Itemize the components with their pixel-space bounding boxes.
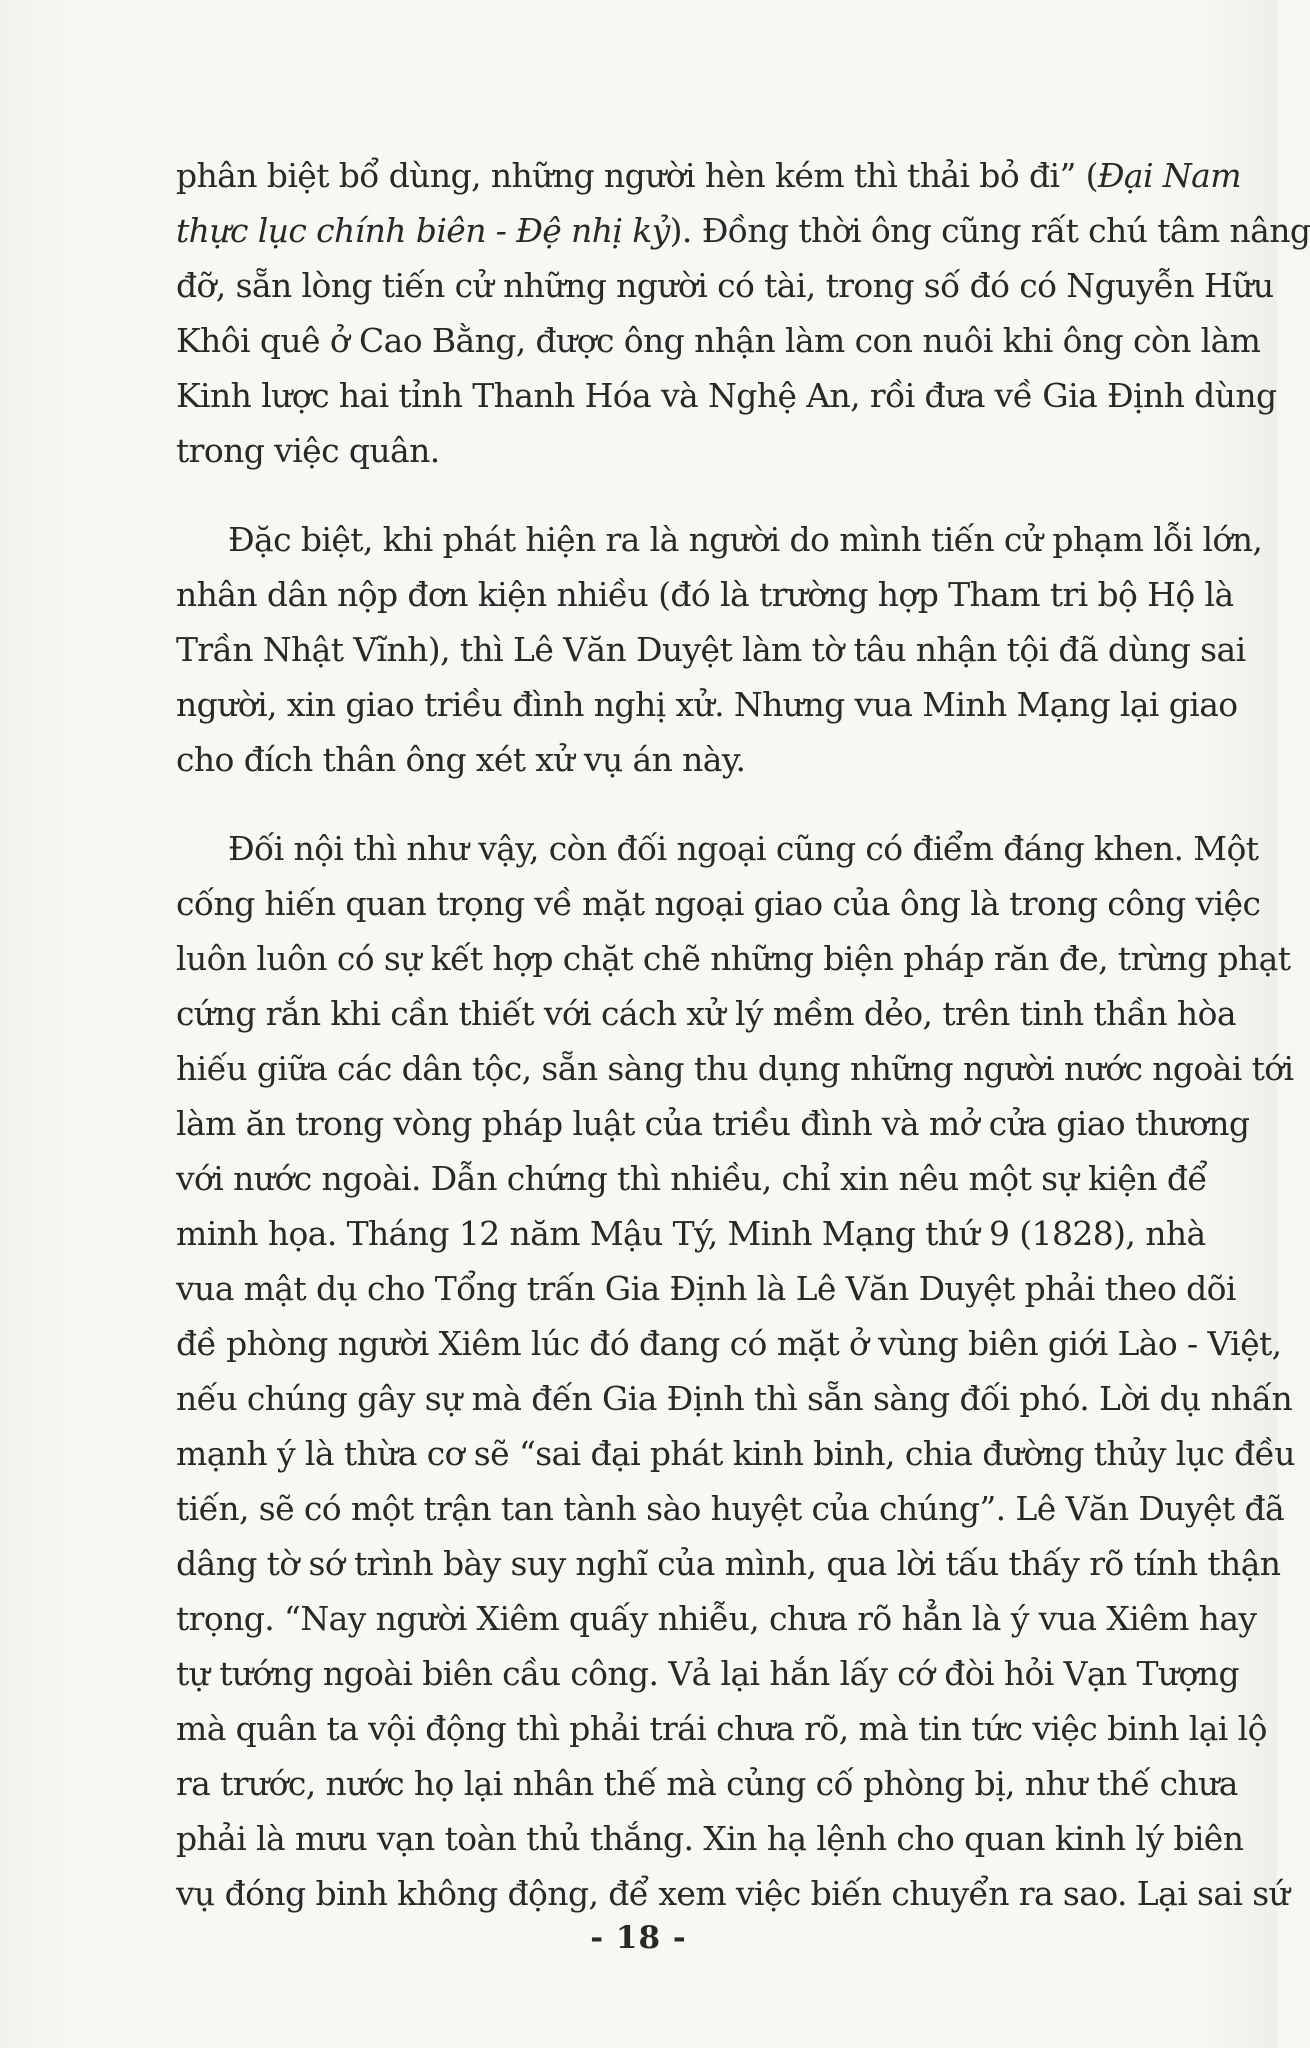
text-line	[176, 148, 1241, 203]
text-segment: Đối nội thì như vậy, còn đối ngoại cũng có điểm đáng khen. Một	[228, 829, 1259, 868]
text-line	[176, 986, 1236, 1041]
text-segment: cho đích thân ông xét xử vụ án này.	[176, 740, 746, 779]
text-segment: dâng tờ sớ trình bày suy nghĩ của mình, qua lời tấu thấy rõ tính thận	[176, 1544, 1281, 1583]
text-segment: trọng. “Nay người Xiêm quấy nhiễu, chưa rõ hẳn là ý vua Xiêm hay	[176, 1599, 1257, 1638]
body-text	[176, 148, 1310, 1955]
text-line	[176, 1481, 1285, 1536]
text-line	[176, 567, 1234, 622]
text-line	[176, 931, 1291, 986]
text-segment: nhân dân nộp đơn kiện nhiều (đó là trường hợp Tham tri bộ Hộ là	[176, 575, 1234, 614]
text-segment: người, xin giao triều đình nghị xử. Nhưng vua Minh Mạng lại giao	[176, 685, 1238, 724]
text-segment: vụ đóng binh không động, để xem việc biến chuyển ra sao. Lại sai sứ	[176, 1874, 1290, 1913]
text-segment: cống hiến quan trọng về mặt ngoại giao của ông là trong công việc	[176, 884, 1261, 923]
text-line	[176, 1316, 1282, 1371]
text-segment: đỡ, sẵn lòng tiến cử những người có tài, trong số đó có Nguyễn Hữu	[176, 266, 1274, 305]
text-segment: phải là mưu vạn toàn thủ thắng. Xin hạ lệnh cho quan kinh lý biên	[176, 1819, 1244, 1858]
paragraph-2	[176, 512, 1263, 787]
text-line	[176, 368, 1277, 423]
text-segment: mạnh ý là thừa cơ sẽ “sai đại phát kinh binh, chia đường thủy lục đều	[176, 1434, 1295, 1473]
text-line	[176, 1426, 1295, 1481]
text-line	[176, 423, 1196, 478]
text-segment: với nước ngoài. Dẫn chứng thì nhiều, chỉ xin nêu một sự kiện để	[176, 1159, 1208, 1198]
text-segment: minh họa. Tháng 12 năm Mậu Tý, Minh Mạng thứ 9 (1828), nhà	[176, 1214, 1206, 1253]
text-line	[176, 512, 1263, 567]
text-line	[176, 258, 1274, 313]
text-segment: Đặc biệt, khi phát hiện ra là người do mình tiến cử phạm lỗi lớn,	[228, 520, 1263, 559]
text-line	[176, 1756, 1238, 1811]
text-line	[176, 313, 1261, 368]
text-line	[176, 1041, 1294, 1096]
text-line	[176, 1261, 1236, 1316]
text-segment: phân biệt bổ dùng, những người hèn kém thì thải bỏ đi” (	[176, 156, 1098, 195]
text-line	[176, 876, 1261, 931]
page-number: - 18 -	[590, 1920, 687, 1956]
text-segment: làm ăn trong vòng pháp luật của triều đình và mở cửa giao thương	[176, 1104, 1250, 1143]
text-segment: luôn luôn có sự kết hợp chặt chẽ những biện pháp răn đe, trừng phạt	[176, 939, 1291, 978]
text-line	[176, 1536, 1281, 1591]
text-line	[176, 1646, 1239, 1701]
text-line	[176, 821, 1259, 876]
text-line	[176, 1371, 1293, 1426]
text-segment: nếu chúng gây sự mà đến Gia Định thì sẵn sàng đối phó. Lời dụ nhấn	[176, 1379, 1293, 1418]
text-line	[176, 1866, 1290, 1921]
text-segment: hiếu giữa các dân tộc, sẵn sàng thu dụng những người nước ngoài tới	[176, 1049, 1294, 1088]
paragraph-1	[176, 148, 1310, 478]
text-line	[176, 1701, 1267, 1756]
text-segment: cứng rắn khi cần thiết với cách xử lý mềm dẻo, trên tinh thần hòa	[176, 994, 1236, 1033]
italic-text: thực lục chính biên - Đệ nhị kỷ	[176, 211, 670, 250]
text-segment: đề phòng người Xiêm lúc đó đang có mặt ở vùng biên giới Lào - Việt,	[176, 1324, 1282, 1363]
text-segment: ). Đồng thời ông cũng rất chú tâm nâng	[669, 211, 1310, 250]
text-segment: trong việc quân.	[176, 431, 440, 470]
text-segment: vua mật dụ cho Tổng trấn Gia Định là Lê Văn Duyệt phải theo dõi	[176, 1269, 1236, 1308]
text-segment: ra trước, nước họ lại nhân thế mà củng cố phòng bị, như thế chưa	[176, 1764, 1238, 1803]
text-line	[176, 1811, 1244, 1866]
text-segment: Kinh lược hai tỉnh Thanh Hóa và Nghệ An, rồi đưa về Gia Định dùng	[176, 376, 1277, 415]
text-line	[176, 1151, 1208, 1206]
text-segment: tự tướng ngoài biên cầu công. Vả lại hắn lấy cớ đòi hỏi Vạn Tượng	[176, 1654, 1239, 1693]
text-segment: Trần Nhật Vĩnh), thì Lê Văn Duyệt làm tờ tâu nhận tội đã dùng sai	[176, 630, 1246, 669]
paragraph-3	[176, 821, 1295, 1921]
text-line	[176, 732, 1196, 787]
italic-text: Đại Nam	[1097, 156, 1241, 195]
text-line	[176, 622, 1246, 677]
text-line	[176, 1591, 1257, 1646]
text-line	[176, 1096, 1250, 1151]
text-segment: mà quân ta vội động thì phải trái chưa rõ, mà tin tức việc binh lại lộ	[176, 1709, 1267, 1748]
text-line	[176, 1206, 1206, 1261]
text-segment: Khôi quê ở Cao Bằng, được ông nhận làm con nuôi khi ông còn làm	[176, 321, 1261, 360]
text-segment: tiến, sẽ có một trận tan tành sào huyệt của chúng”. Lê Văn Duyệt đã	[176, 1489, 1285, 1528]
text-line	[176, 677, 1238, 732]
text-line	[176, 203, 1310, 258]
